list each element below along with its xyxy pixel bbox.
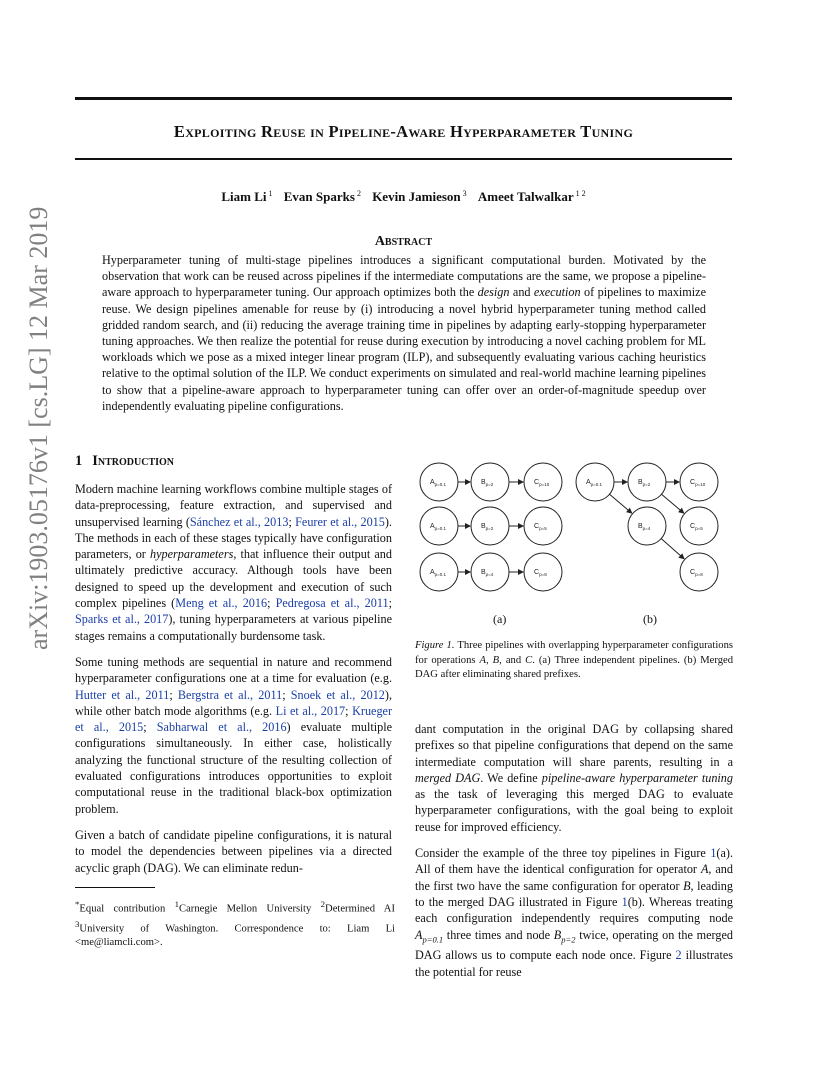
- citation-link[interactable]: Krueger et al., 2015: [75, 703, 393, 735]
- dag-node-a: [471, 463, 509, 501]
- svg-text:Cp=8: $C_{p=8}$: [690, 569, 703, 577]
- paragraph: Given a batch of candidate pipeline configurations, it is natural to model the dependencies between pipelines via a directed acyclic graph (DAG). We can eliminate redun-: [75, 827, 392, 875]
- dag-node-a: [420, 553, 458, 591]
- author-name: Kevin Jamieson $^3$: [372, 189, 467, 204]
- edge-b: [662, 494, 684, 513]
- paper-title: Exploiting Reuse in Pipeline-Aware Hyperparameter Tuning: [173, 122, 634, 141]
- svg-text:Cp=10: $C_{p=10}$: [690, 479, 706, 487]
- svg-text:Ap=0.1: $A_{p=0.1}$: [430, 523, 447, 531]
- svg-text:Ap=0.1: $A_{p=0.1}$: [586, 479, 603, 487]
- abstract-text: Hyperparameter tuning of multi-stage pipelines introduces a significant computational burden. Motivated by the observation that work can be reused across pipelines if the intermediate computations are the same, we propose a pipeline-aware approach to hyperparameter tuning. Our approach optimizes both the design and execution of pipelines to maximize reuse. We design pipelines amenable for reuse by (i) introducing a novel hybrid hyperparameter tuning method called gridded random search, and (ii) reducing the average training time in pipelines by adapting early-stopping hyperparameter tuning approaches. We then realize the potential for reuse during execution by introducing a novel caching problem for ML workloads which we pose as a mixed integer linear program (ILP), and subsequently evaluating various caching heuristics relative to the optimal solution of the ILP. We conduct experiments on simulated and real-world machine learning pipelines to show that a pipeline-aware approach to hyperparameter tuning can offer over an order-of-magnitude speedup over independently evaluating pipeline configurations.: [102, 253, 706, 413]
- footnote-rule: [75, 887, 155, 888]
- figure-1-dag: [415, 455, 733, 615]
- author-name: Liam Li $^1$: [221, 189, 273, 204]
- svg-text:Bp=4: $B_{p=4}$: [638, 523, 651, 531]
- citation-link[interactable]: Meng et al., 2016: [175, 596, 268, 611]
- dag-node-a: [420, 463, 458, 501]
- svg-text:Ap=0.1: $A_{p=0.1}$: [430, 569, 447, 577]
- paragraph: Consider the example of the three toy pipelines in Figure 1(a). All of them have the identical configuration for operator A, and the first two have the same configuration for operator B, leading to the merged DAG illustrated in Figure 1(b). Whereas treating each configuration independently requires computing node $A_{p=0.1}$ three times and node $B_{p=2}$ twice, operating on the merged DAG allows us to compute each node once. Figure 2 illustrates the potential for reuse: [415, 846, 733, 979]
- edge-b: [610, 494, 632, 513]
- subfigure-label-a: (a): [493, 612, 507, 626]
- svg-text:Ap=0.1: $A_{p=0.1}$: [430, 479, 447, 487]
- svg-text:Bp=4: $B_{p=4}$: [481, 569, 494, 577]
- svg-text:Cp=10: $C_{p=10}$: [534, 479, 550, 487]
- dag-node-a: [524, 553, 562, 591]
- svg-text:Bp=2: $B_{p=2}$: [481, 523, 494, 531]
- citation-link[interactable]: Sabharwal et al., 2016: [156, 720, 287, 735]
- section-heading: 1 Introduction: [75, 453, 175, 469]
- author-name: Ameet Talwalkar $^{1 2}$: [477, 189, 586, 204]
- dag-node-a: [471, 507, 509, 545]
- dag-node-b: [628, 507, 666, 545]
- figure-ref-link[interactable]: 1: [710, 846, 717, 861]
- svg-text:Cp=8: $C_{p=8}$: [534, 569, 547, 577]
- dag-node-b: [628, 463, 666, 501]
- dag-node-a: [420, 507, 458, 545]
- citation-link[interactable]: Snoek et al., 2012: [290, 687, 385, 702]
- citation-link[interactable]: Feurer et al., 2015: [295, 514, 385, 529]
- svg-text:Bp=2: $B_{p=2}$: [481, 479, 494, 487]
- paragraph: Some tuning methods are sequential in nature and recommend hyperparameter configurations one at a time for evaluation (e.g. Hutter et al., 2011; Bergstra et al., 2011; Snoek et al., 2012), while other batch mode algorithms (e.g. Li et al., 2017; Krueger et al., 2015; Sabharwal et al., 2016) evaluate multiple configurations simultaneously. In either case, holistically analyzing the functional structure of the resulting collection of evaluated configurations introduces opportunities to exploit computational reuse in the traditional black-box optimization problem.: [75, 654, 393, 816]
- citation-link[interactable]: Bergstra et al., 2011: [177, 687, 283, 702]
- footnote: *Equal contribution $^1$Carnegie Mellon University $^2$Determined AI $^3$University of Washington. Correspondence to: Liam Li <me@liamcli.com>.: [75, 899, 395, 949]
- dag-node-b: [680, 507, 718, 545]
- figure-ref-link[interactable]: 2: [675, 948, 682, 963]
- dag-node-b: [576, 463, 614, 501]
- dag-node-b: [680, 553, 718, 591]
- abstract-heading: Abstract: [374, 234, 433, 249]
- title-bottom-rule: [75, 158, 732, 160]
- subfigure-label-b: (b): [643, 612, 657, 626]
- title-top-rule: [75, 97, 732, 100]
- paragraph: dant computation in the original DAG by collapsing shared prefixes so that pipeline configurations that depend on the same intermediate computation will share parents, resulting in a merged DAG. We define pipeline-aware hyperparameter tuning as the task of leveraging this merged DAG to evaluate hyperparameter configurations, with the goal being to exploit reuse for improved efficiency.: [415, 722, 733, 834]
- author-name: Evan Sparks $^2$: [283, 189, 361, 204]
- author-list: [75, 189, 732, 205]
- figure-ref-link[interactable]: 1: [621, 894, 628, 909]
- right-column: [415, 721, 733, 990]
- svg-text:Bp=2: $B_{p=2}$: [638, 479, 651, 487]
- paragraph: Modern machine learning workflows combine multiple stages of data-preprocessing, feature extraction, and supervised and unsupervised learning (Sánchez et al., 2013; Feurer et al., 2015). The methods in each of these stages typically have configuration parameters, or hyperparameters, that influence their output and ultimately predictive accuracy. Although tools have been designed to speed up the development and execution of such complex pipelines (Meng et al., 2016; Pedregosa et al., 2011; Sparks et al., 2017), tuning hyperparameters at various pipeline stages remains a computationally burdensome task.: [75, 482, 392, 643]
- edge-b: [661, 539, 684, 559]
- citation-link[interactable]: Sánchez et al., 2013: [189, 514, 289, 529]
- svg-text:Cp=5: $C_{p=5}$: [534, 523, 547, 531]
- figure-caption: Figure 1. Three pipelines with overlapping hyperparameter configurations for operations A, B, and C. (a) Three independent pipelines. (b) Merged DAG after eliminating shared prefixes.: [415, 640, 733, 680]
- dag-node-a: [524, 507, 562, 545]
- dag-node-b: [680, 463, 718, 501]
- arxiv-stamp: arXiv:1903.05176v1 [cs.LG] 12 Mar 2019: [24, 206, 53, 650]
- citation-link[interactable]: Pedregosa et al., 2011: [275, 596, 389, 611]
- svg-text:Cp=5: $C_{p=5}$: [690, 523, 703, 531]
- dag-node-a: [524, 463, 562, 501]
- citation-link[interactable]: Sparks et al., 2017: [75, 612, 169, 627]
- citation-link[interactable]: Li et al., 2017: [275, 703, 346, 718]
- citation-link[interactable]: Hutter et al., 2011: [75, 687, 170, 702]
- dag-node-a: [471, 553, 509, 591]
- left-column: [75, 481, 392, 886]
